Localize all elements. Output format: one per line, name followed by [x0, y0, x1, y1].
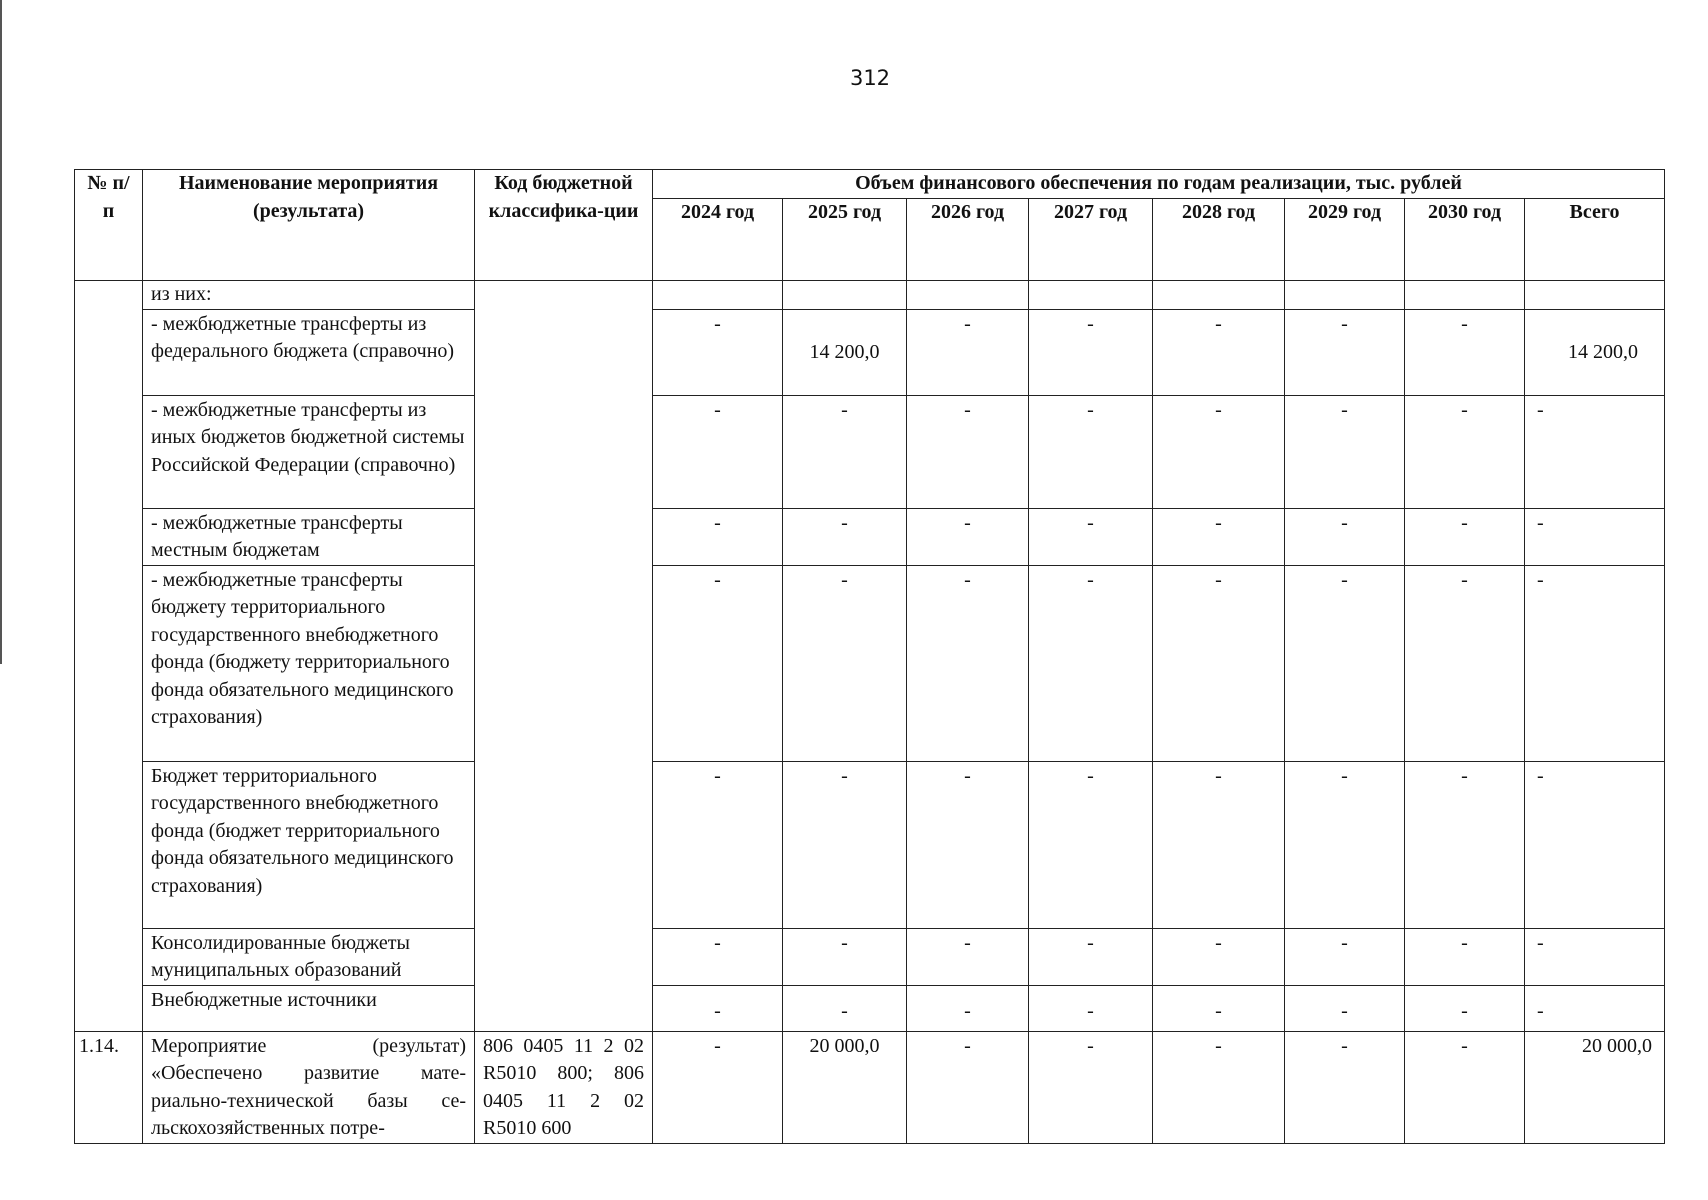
- value-cell: -: [1405, 1031, 1525, 1143]
- header-year-2025: 2025 год: [783, 198, 907, 280]
- row-number: 1.14.: [75, 1031, 143, 1143]
- value-cell: -: [907, 309, 1029, 395]
- value-cell: [1405, 281, 1525, 310]
- value-cell: [1029, 985, 1153, 1031]
- value-text: -: [1341, 999, 1348, 1022]
- value-cell: -: [653, 309, 783, 395]
- value-cell: -: [783, 565, 907, 761]
- value-cell: 20 000,0: [1525, 1031, 1665, 1143]
- row-name: - межбюджетные трансферты из иных бюджетов бюджетной системы Российской Федерации (справочно): [143, 395, 475, 508]
- value-text: -: [1087, 999, 1094, 1022]
- value-text: 14 200,0: [1568, 340, 1638, 363]
- header-name: Наименование мероприятия (результата): [143, 170, 475, 281]
- value-text: -: [1461, 999, 1468, 1022]
- row-name: - межбюджетные трансферты местным бюджетам: [143, 508, 475, 565]
- value-cell: -: [1525, 508, 1665, 565]
- value-cell: -: [907, 565, 1029, 761]
- budget-table: [74, 169, 1665, 1144]
- value-cell: [783, 985, 907, 1031]
- value-cell: -: [1029, 395, 1153, 508]
- header-year-2028: 2028 год: [1153, 198, 1285, 280]
- value-cell: -: [1029, 761, 1153, 928]
- header-num: № п/п: [75, 170, 143, 281]
- value-cell: -: [783, 395, 907, 508]
- row-name: - межбюджетные трансферты из федерального бюджета (справочно): [143, 309, 475, 395]
- value-cell: -: [1029, 565, 1153, 761]
- value-cell: -: [907, 928, 1029, 985]
- value-cell: -: [653, 508, 783, 565]
- value-cell: -: [1405, 395, 1525, 508]
- table-row-1-14: [75, 1031, 1665, 1143]
- value-text: -: [841, 999, 848, 1022]
- value-cell: [1285, 281, 1405, 310]
- header-year-2029: 2029 год: [1285, 198, 1405, 280]
- page-number: 312: [849, 66, 891, 90]
- table-row: [75, 309, 1665, 395]
- value-cell: -: [1405, 309, 1525, 395]
- table-row: [75, 281, 1665, 310]
- value-cell: [653, 985, 783, 1031]
- table-row: [75, 928, 1665, 985]
- table-row: [75, 761, 1665, 928]
- row-code: 806 0405 11 2 02 R5010 800; 806 0405 11 2 02 R5010 600: [475, 1031, 653, 1143]
- value-cell: -: [1153, 928, 1285, 985]
- value-text: -: [1215, 999, 1222, 1022]
- value-cell: -: [1525, 395, 1665, 508]
- value-text: -: [964, 999, 971, 1022]
- header-total: Всего: [1525, 198, 1665, 280]
- table-row: [75, 508, 1665, 565]
- table-row: [75, 395, 1665, 508]
- value-cell: [907, 985, 1029, 1031]
- value-cell: -: [1285, 508, 1405, 565]
- value-text: -: [1537, 999, 1544, 1022]
- value-cell: -: [1285, 761, 1405, 928]
- value-cell: -: [653, 928, 783, 985]
- value-cell: -: [1405, 761, 1525, 928]
- value-cell: -: [1029, 928, 1153, 985]
- value-cell: -: [1153, 309, 1285, 395]
- value-cell: -: [1029, 1031, 1153, 1143]
- value-cell: -: [1153, 395, 1285, 508]
- value-cell: [1525, 281, 1665, 310]
- row-name: - межбюджетные трансферты бюджету территориального государственного внебюджетного фонда (бюджету территориального фонда обязательного медицинского страхования): [143, 565, 475, 761]
- value-cell: [1029, 281, 1153, 310]
- value-cell: -: [1405, 565, 1525, 761]
- value-cell: -: [907, 761, 1029, 928]
- page-edge-line: [0, 0, 2, 664]
- row-name: Мероприятие (результат) «Обеспечено развитие мате-риально-технической базы се-льскохозяйственных потре-: [143, 1031, 475, 1143]
- value-cell: [1285, 985, 1405, 1031]
- value-cell: -: [783, 508, 907, 565]
- value-cell: -: [1525, 928, 1665, 985]
- value-cell: [783, 281, 907, 310]
- value-cell: -: [1153, 1031, 1285, 1143]
- value-cell: [1405, 985, 1525, 1031]
- value-cell: [783, 309, 907, 395]
- value-cell: 20 000,0: [783, 1031, 907, 1143]
- value-cell: -: [1405, 928, 1525, 985]
- value-cell: -: [1405, 508, 1525, 565]
- value-text: -: [714, 999, 721, 1022]
- value-cell: [1525, 309, 1665, 395]
- value-cell: -: [1153, 761, 1285, 928]
- value-cell: [1525, 985, 1665, 1031]
- header-funding: Объем финансового обеспечения по годам реализации, тыс. рублей: [653, 170, 1665, 199]
- value-cell: -: [653, 565, 783, 761]
- value-cell: -: [653, 761, 783, 928]
- value-cell: -: [783, 761, 907, 928]
- row-name: из них:: [143, 281, 475, 310]
- value-text: 14 200,0: [809, 340, 880, 363]
- value-cell: -: [1285, 565, 1405, 761]
- value-cell: [907, 281, 1029, 310]
- value-cell: -: [1029, 508, 1153, 565]
- num-cell-empty: [75, 281, 143, 1032]
- header-code: Код бюджетной классифика-ции: [475, 170, 653, 281]
- value-cell: [653, 281, 783, 310]
- value-cell: -: [783, 928, 907, 985]
- value-cell: -: [653, 1031, 783, 1143]
- value-cell: -: [1285, 395, 1405, 508]
- row-name: Бюджет территориального государственного внебюджетного фонда (бюджет территориального фонда обязательного медицинского страхования): [143, 761, 475, 928]
- value-cell: [1153, 985, 1285, 1031]
- value-cell: -: [1285, 1031, 1405, 1143]
- value-cell: -: [1525, 565, 1665, 761]
- code-cell-empty: [475, 281, 653, 1032]
- header-year-2030: 2030 год: [1405, 198, 1525, 280]
- value-cell: -: [653, 395, 783, 508]
- row-name: Консолидированные бюджеты муниципальных образований: [143, 928, 475, 985]
- value-cell: -: [907, 1031, 1029, 1143]
- header-year-2024: 2024 год: [653, 198, 783, 280]
- value-cell: -: [907, 508, 1029, 565]
- table-row: [75, 985, 1665, 1031]
- value-cell: -: [1525, 761, 1665, 928]
- value-cell: -: [1153, 508, 1285, 565]
- value-cell: -: [1029, 309, 1153, 395]
- value-cell: -: [1153, 565, 1285, 761]
- header-row-1: [75, 170, 1665, 199]
- value-cell: -: [907, 395, 1029, 508]
- row-name: Внебюджетные источники: [143, 985, 475, 1031]
- value-cell: -: [1285, 928, 1405, 985]
- value-cell: [1153, 281, 1285, 310]
- value-cell: -: [1285, 309, 1405, 395]
- header-year-2027: 2027 год: [1029, 198, 1153, 280]
- header-year-2026: 2026 год: [907, 198, 1029, 280]
- table-row: [75, 565, 1665, 761]
